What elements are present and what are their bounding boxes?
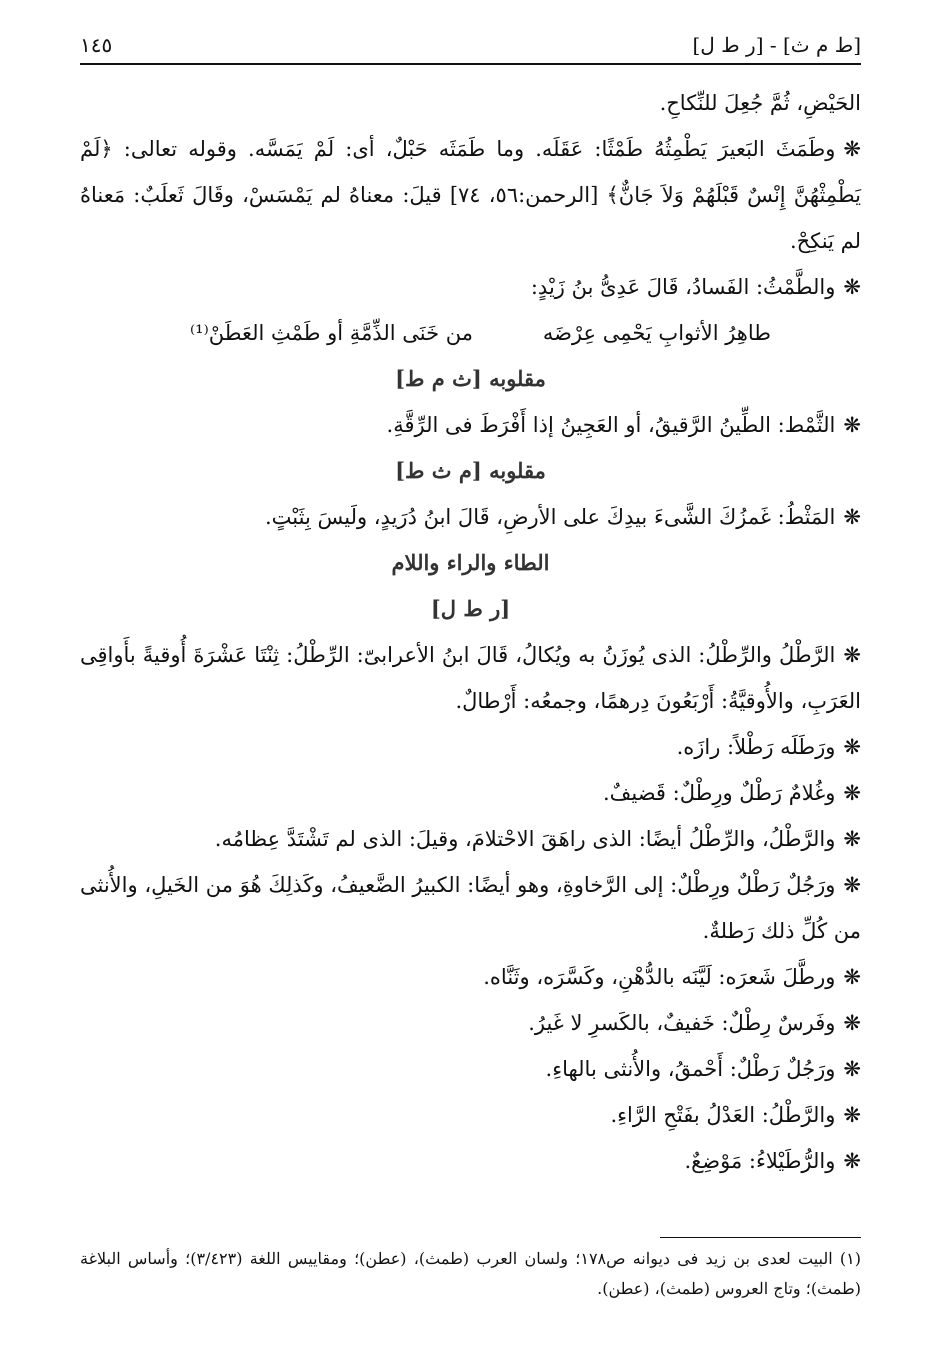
dictionary-entry: [80, 954, 861, 1000]
entry-marker-icon: ❋: [843, 413, 861, 437]
entry-text: والطَّمْثُ: الفَسادُ، قَالَ عَدِىُّ بنُ زَيْدٍ:: [530, 275, 836, 299]
poem-verse: [80, 310, 861, 356]
dictionary-entry: [80, 494, 861, 540]
entry-text: وغُلامٌ رَطْلٌ ورِطْلٌ: قَضيفٌ.: [602, 781, 836, 805]
entry-marker-icon: ❋: [843, 1103, 861, 1127]
entry-text: ورَجُلٌ رَطْلٌ ورِطْلٌ: إلى الرَّخاوةِ، وهو أيضًا: الكبيرُ الضَّعيفُ، وكَذلِكَ هُوَ من الخَيلِ، والأُنثى من كُلِّ ذلك رَطلةٌ.: [80, 873, 861, 943]
dictionary-entry: [80, 264, 861, 310]
entry-marker-icon: ❋: [843, 137, 861, 161]
section-heading: الطاء والراء واللام: [391, 550, 550, 575]
entry-text: المَثْطُ: غَمزُكَ الشَّىءَ بيدِكَ على الأرضِ، قَالَ ابنُ دُرَيدٍ، ولَيسَ بِثَبْتٍ.: [264, 505, 836, 529]
dictionary-entry: [80, 770, 861, 816]
entry-text: وفَرسٌ رِطْلٌ: خَفيفٌ، بالكَسرِ لا غَيرُ.: [528, 1011, 836, 1035]
entry-text: والرَّطْلُ، والرِّطْلُ أيضًا: الذى راهَقَ الاحْتلامَ، وقيلَ: الذى لم تَشْتَدَّ عِظامُه.: [214, 827, 836, 851]
entry-text: الثَّمْط: الطِّينُ الرَّقيقُ، أو العَجِينُ إذا أَفْرَطَ فى الرِّقَّةِ.: [386, 413, 836, 437]
footnote-divider: [660, 1237, 861, 1238]
verse-hemistich-first: طاهِرُ الأثوابِ يَحْمِى عِرْضَه: [542, 321, 771, 345]
entry-marker-icon: ❋: [843, 1011, 861, 1035]
entry-text: والرُّطَيْلاءُ: مَوْضِعٌ.: [684, 1149, 836, 1173]
entry-marker-icon: ❋: [843, 1149, 861, 1173]
dictionary-entry: [80, 724, 861, 770]
entry-marker-icon: ❋: [843, 781, 861, 805]
entry-marker-icon: ❋: [843, 735, 861, 759]
entry-marker-icon: ❋: [843, 275, 861, 299]
dictionary-entry: [80, 402, 861, 448]
dictionary-entry: [80, 816, 861, 862]
dictionary-entry: [80, 126, 861, 264]
entry-text: ورَجُلٌ رَطْلٌ: أَحْمقُ، والأُنثى بالهاءِ.: [545, 1057, 836, 1081]
dictionary-entry: [80, 632, 861, 724]
entry-text: ورَطَلَه رَطْلاً: رازَه.: [676, 735, 836, 759]
entry-marker-icon: ❋: [843, 1057, 861, 1081]
verse-hemistich-second: من خَنَى الذِّمَّةِ أو طَمْثِ العَطَنْ⁽¹⁾: [190, 321, 473, 345]
section-heading: [ر ط ل]: [430, 596, 511, 621]
entry-text: وطَمَثَ البَعيرَ يَطْمِثُهُ طَمْثًا: عَقَلَه. وما طَمَثَه حَبْلٌ، أى: لَمْ يَمَسَّه. وقوله تعالى: ﴿لَمْ يَطْمِثْهُنَّ إِنْسٌ قَبْلَهُمْ وَلاَ جَانٌّ﴾ [الرحمن:٥٦، ٧٤] قيلَ: معناهُ لم يَمْسَسْ، وقَالَ ثَعلَبٌ: مَعناهُ لم يَنكِحْ.: [80, 137, 861, 253]
section-heading: مقلوبه [ث م ط]: [395, 366, 546, 391]
footnotes: [80, 1244, 861, 1304]
continued-text: الحَيْضِ، ثُمَّ جُعِلَ للنِّكاحِ.: [659, 91, 861, 115]
entry-marker-icon: ❋: [843, 643, 861, 667]
entry-marker-icon: ❋: [843, 873, 861, 897]
dictionary-entry: [80, 862, 861, 954]
page-number: ١٤٥: [80, 33, 113, 57]
entry-text: ورطَّلَ شَعرَه: لَيَّنَه بالدُّهْنِ، وكَسَّرَه، وثَنَّاه.: [483, 965, 836, 989]
entry-marker-icon: ❋: [843, 505, 861, 529]
entry-text: والرَّطْلُ: العَدْلُ بفَتْحِ الرَّاءِ.: [610, 1103, 836, 1127]
dictionary-entry: [80, 1046, 861, 1092]
dictionary-entry: [80, 1000, 861, 1046]
entry-body: [80, 80, 861, 1184]
header-divider: [80, 63, 861, 65]
dictionary-entry: [80, 1138, 861, 1184]
footnote: (١) البيت لعدى بن زيد فى ديوانه ص١٧٨؛ ولسان العرب (طمث)، (عطن)؛ ومقاييس اللغة (٣/٤٢٣)؛ وأساس البلاغة (طمث)؛ وتاج العروس (طمث)، (عطن).: [80, 1249, 862, 1298]
page-header: [80, 28, 861, 62]
header-section-label: [ط م ث] - [ر ط ل]: [692, 33, 861, 57]
entry-text: الرَّطْلُ والرِّطْلُ: الذى يُوزَنُ به ويُكالُ، قَالَ ابنُ الأعرابىّ: الرِّطْلُ: ثِنْتَا عَشْرَةَ أُوقيةً بأَواقِى العَرَبِ، والأُوقيَّةُ: أَرْبَعُونَ دِرهمًا، وجمعُه: أَرْطالٌ.: [80, 643, 861, 713]
section-heading: مقلوبه [م ث ط]: [395, 458, 546, 483]
entry-marker-icon: ❋: [843, 827, 861, 851]
entry-marker-icon: ❋: [843, 965, 861, 989]
dictionary-entry: [80, 1092, 861, 1138]
